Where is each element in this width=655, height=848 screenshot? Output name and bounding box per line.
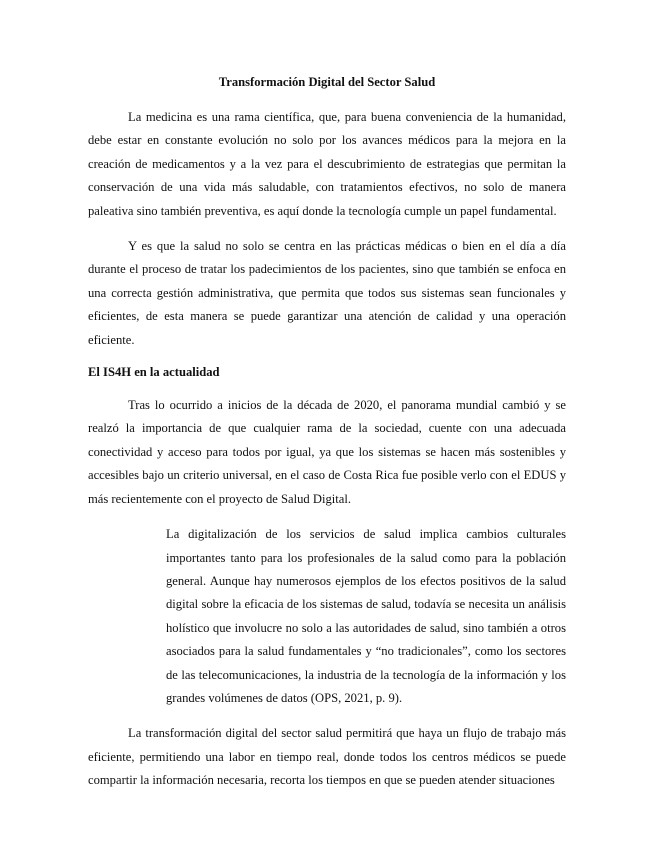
section-heading: El IS4H en la actualidad bbox=[88, 365, 220, 380]
block-quote: La digitalización de los servicios de salud implica cambios culturales importantes tanto para los profesionales de la salud como para la población general. Aunque hay numerosos ejemplos de los efectos positivos de la salud digital sobre la eficacia de los sistemas de salud, todavía se necesita un análisis holístico que involucre no solo a las autoridades de salud, sino también a otros asociados para la salud fundamentales y “no tradicionales”, como los sectores de las telecomunicaciones, la industria de la tecnología de la información y los grandes volúmenes de datos (OPS, 2021, p. 9). bbox=[166, 527, 566, 705]
document-page bbox=[88, 70, 566, 793]
document-title: Transformación Digital del Sector Salud bbox=[218, 75, 436, 89]
intro-paragraph-1: La medicina es una rama científica, que, para buena conveniencia de la humanidad, debe estar en constante evolución no solo por los avances médicos para la mejora en la creación de medicamentos y a la vez para el descubrimiento de estrategias que permitan la conservación de una vida más saludable, con tratamientos efectivos, no solo de manera paleativa sino también preventiva, es aquí donde la tecnología cumple un papel fundamental. bbox=[88, 110, 566, 218]
section-paragraph: Tras lo ocurrido a inicios de la década de 2020, el panorama mundial cambió y se realzó la importancia de que cualquier rama de la sociedad, cuente con una adecuada conectividad y acceso para todos por igual, ya que los sistemas se hacen más sostenibles y accesibles bajo un criterio universal, en el caso de Costa Rica fue posible verlo con el EDUS y más recientemente con el proyecto de Salud Digital. bbox=[88, 398, 566, 506]
intro-paragraph-2: Y es que la salud no solo se centra en las prácticas médicas o bien en el día a día durante el proceso de tratar los padecimientos de los pacientes, sino que también se enfoca en una correcta gestión administrativa, que permita que todos sus sistemas sean funcionales y eficientes, de esta manera se puede garantizar una atención de calidad y una operación eficiente. bbox=[88, 239, 566, 347]
closing-paragraph: La transformación digital del sector salud permitirá que haya un flujo de trabajo más eficiente, permitiendo una labor en tiempo real, donde todos los centros médicos se puede compartir la información necesaria, recorta los tiempos en que se pueden atender situaciones bbox=[88, 726, 566, 788]
